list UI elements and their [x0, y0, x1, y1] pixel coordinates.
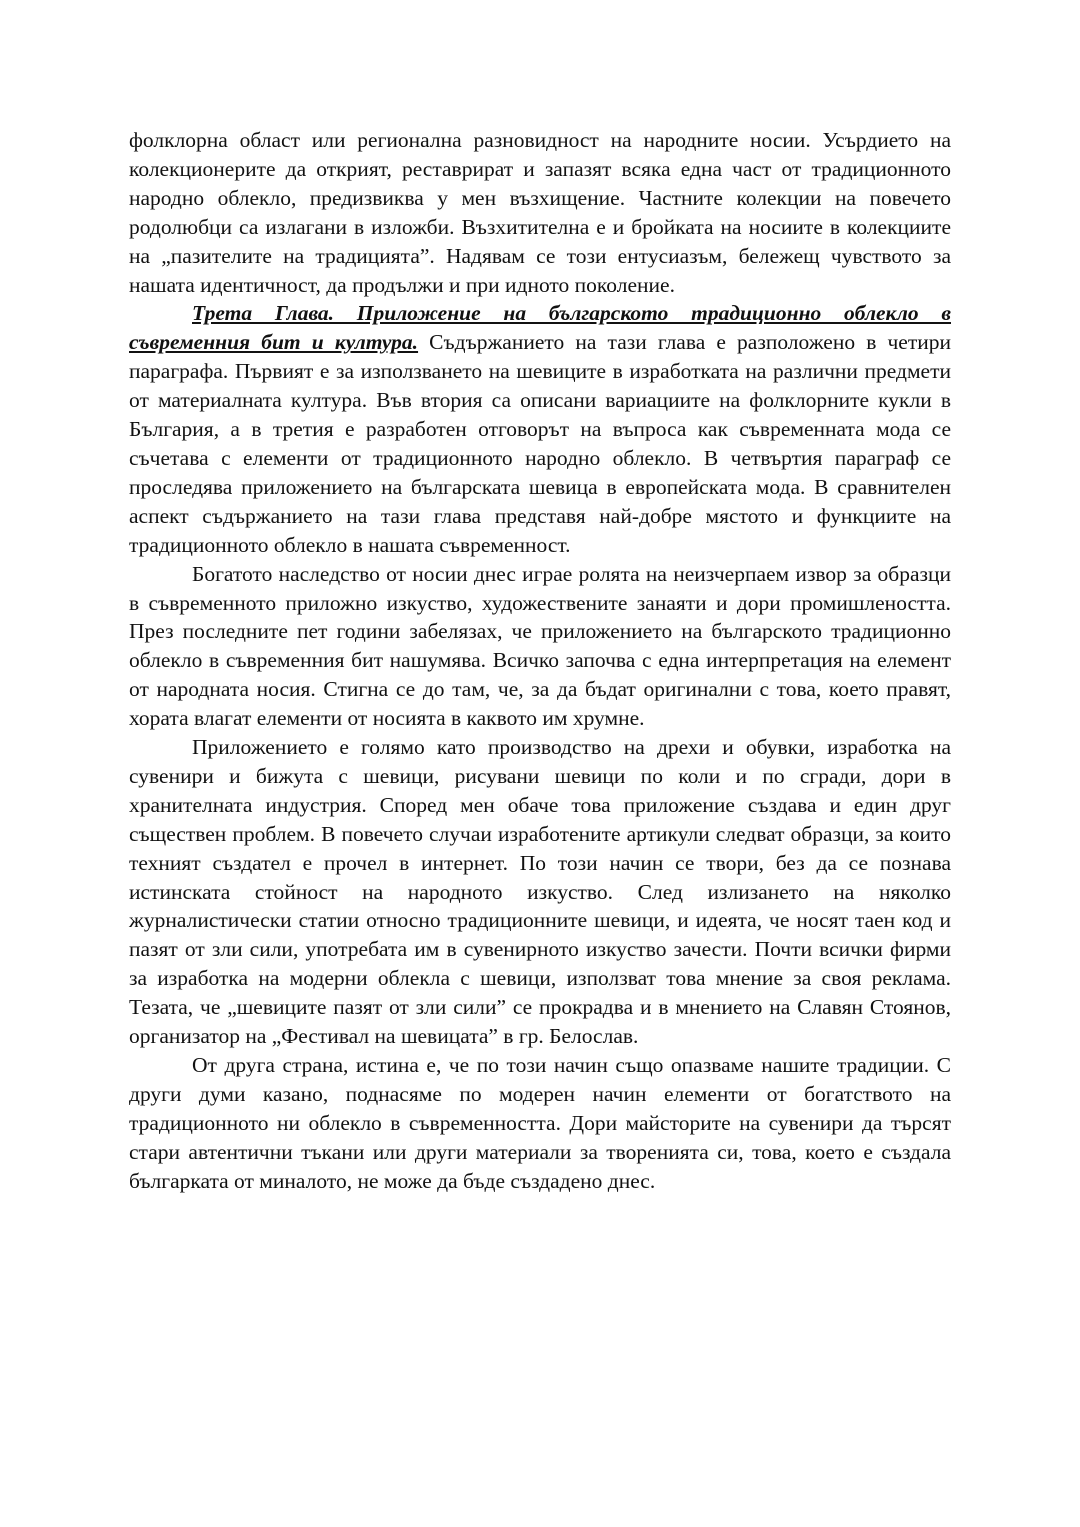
paragraph-application: Приложението е голямо като производство на дрехи и обувки, изработка на сувенири и бижута с шевици, рисувани шевици по коли и по сгради, дори в хранителната индустрия. Според мен обаче това приложение създава и един друг съществен проблем. В повечето случаи изработените артикули следват образци, за които техният създател е прочел в интернет. По този начин се твори, без да се познава истинската стойност на народното изкуство. След излизането на няколко журналистически статии относно традиционните шевици, и идеята, че носят таен код и пазят от зли сили, употребата им в сувенирното изкуство зачести. Почти всички фирми за изработка на модерни облекла с шевици, използват това мнение за своя реклама. Тезата, че „шевиците пазят от зли сили” се прокрадва и в мнението на Славян Стоянов, организатор на „Фестивал на шевицата” в гр. Белослав. — [129, 735, 951, 1049]
paragraph-chapter-three — [129, 299, 951, 559]
paragraph-heritage: Богатото наследство от носии днес играе ролята на неизчерпаем извор за образци в съвременното приложно изкуство, художествените занаяти и дори промишлеността. През последните пет години забелязах, че приложението на българското традиционно облекло в съвременния бит нашумява. Всичко започва с една интерпретация на елемент от народната носия. Стигна се до там, че, за да бъдат оригинални с това, което правят, хората влагат елементи от носията в каквото им хрумне. — [129, 561, 951, 731]
chapter-intro-text: Съдържанието на тази глава е разположено в четири параграфа. Първият е за използването на шевиците в изработката на различни предмети от материалната култура. Във втория са описани вариациите на фолклорните кукли в България, а в третия е разработен отговорът на въпроса как съвременната мода се съчетава с елементи от традиционното народно облекло. В четвъртия параграф се проследява приложението на българската шевица в европейската мода. В сравнителен аспект съдържанието на тази глава представя най-добре мястото и функциите на традиционното облекло в нашата съвременност. — [129, 330, 951, 557]
document-page — [129, 126, 951, 1196]
paragraph-continuation: фолклорна област или регионална разновидност на народните носии. Усърдието на колекционерите да открият, реставрират и запазят всяка една част от традиционното народно облекло, предизвиква у мен възхищение. Частните колекции на повечето родолюбци са излагани в изложби. Възхитителна е и бройката на носиите в колекциите на „пазителите на традицията”. Надявам се този ентусиазъм, бележещ чувството за нашата идентичност, да продължи и при идното поколение. — [129, 128, 951, 297]
paragraph-traditions: От друга страна, истина е, че по този начин също опазваме нашите традиции. С други думи казано, поднасяме по модерен начин елементи от богатството на традиционното ни облекло в съвременността. Дори майсторите на сувенири да търсят стари автентични тъкани или други материали за творенията си, това, което е създала българката от миналото, не може да бъде създадено днес. — [129, 1053, 951, 1193]
chapter-heading: Трета Глава. Приложение на българското традиционно облекло в съвременния бит и култура. — [129, 301, 951, 355]
